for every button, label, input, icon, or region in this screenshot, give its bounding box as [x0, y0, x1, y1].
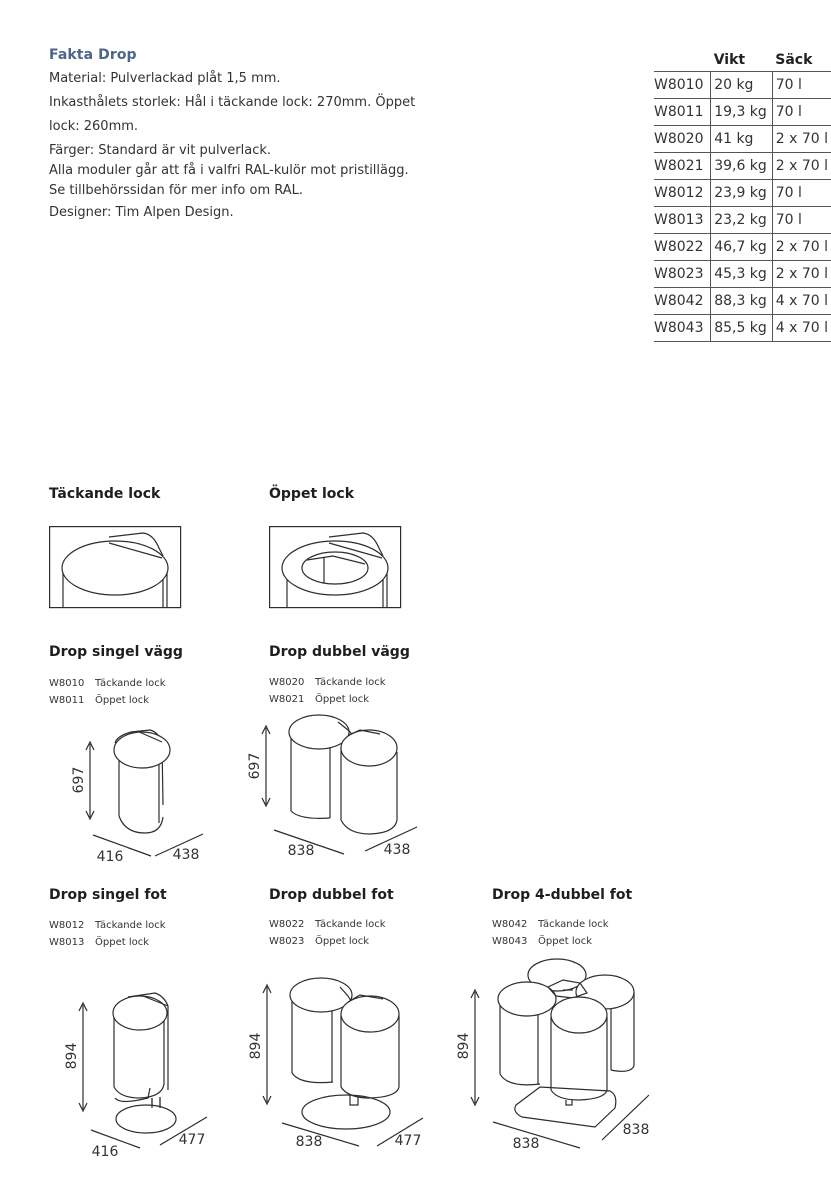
height-label: 894	[64, 1042, 80, 1070]
variant-lid: Täckande lock	[95, 678, 166, 689]
bag-cell: 4 x 70 l	[772, 315, 831, 342]
depth-dimension	[155, 834, 203, 863]
weight-cell: 41 kg	[711, 126, 773, 153]
facts-line-hole-size: Inkasthålets storlek: Hål i täckande lock: 270mm. Öppet	[49, 95, 416, 110]
spec-table-row	[654, 72, 831, 99]
facts-line-colors: Färger: Standard är vit pulverlack.	[49, 143, 272, 158]
weight-cell: 20 kg	[711, 72, 773, 99]
weight-cell: 46,7 kg	[711, 234, 773, 261]
single-wall-variants	[49, 675, 166, 709]
width-label: 838	[287, 843, 315, 859]
width-label: 838	[512, 1136, 540, 1152]
width-label: 416	[91, 1144, 119, 1160]
spec-table-row	[654, 234, 831, 261]
bag-cell: 70 l	[772, 99, 831, 126]
variant-code: W8042	[492, 919, 528, 930]
weight-cell: 85,5 kg	[711, 315, 773, 342]
width-dimension	[274, 830, 344, 859]
facts-line-material: Material: Pulverlackad plåt 1,5 mm.	[49, 71, 281, 86]
spec-table-row	[654, 315, 831, 342]
facts-line-designer: Designer: Tim Alpen Design.	[49, 205, 234, 220]
spec-table-row	[654, 153, 831, 180]
double-foot-title: Drop dubbel fot	[269, 887, 394, 903]
spec-table-header	[654, 50, 831, 72]
variant-lid: Öppet lock	[315, 694, 370, 705]
bag-cell: 2 x 70 l	[772, 261, 831, 288]
weight-cell: 39,6 kg	[711, 153, 773, 180]
weight-cell: 23,9 kg	[711, 180, 773, 207]
variant-row	[49, 675, 166, 692]
bag-cell: 70 l	[772, 207, 831, 234]
height-label: 894	[456, 1032, 472, 1060]
variant-code: W8022	[269, 919, 305, 930]
depth-dimension	[365, 827, 417, 858]
bag-cell: 2 x 70 l	[772, 153, 831, 180]
model-code-cell: W8012	[654, 180, 711, 207]
height-dimension	[64, 1003, 87, 1111]
weight-cell: 88,3 kg	[711, 288, 773, 315]
single-foot-drawing	[40, 980, 240, 1160]
height-dimension	[248, 985, 271, 1104]
header-bag: Säck	[775, 52, 813, 68]
variant-code: W8013	[49, 937, 85, 948]
model-code-cell: W8042	[654, 288, 711, 315]
double-wall-title: Drop dubbel vägg	[269, 644, 410, 660]
variant-lid: Täckande lock	[315, 919, 386, 930]
variant-row	[269, 916, 386, 933]
covered-lid-illustration	[49, 526, 182, 609]
width-label: 416	[96, 849, 124, 865]
single-foot-variants	[49, 917, 166, 951]
variant-lid: Öppet lock	[95, 695, 150, 706]
variant-code: W8021	[269, 694, 305, 705]
depth-label: 438	[172, 847, 200, 863]
variant-code: W8043	[492, 936, 528, 947]
variant-code: W8011	[49, 695, 85, 706]
variant-lid: Täckande lock	[538, 919, 609, 930]
quad-foot-title: Drop 4-dubbel fot	[492, 887, 633, 903]
covered-lid-title: Täckande lock	[49, 486, 161, 502]
spec-table-row	[654, 261, 831, 288]
variant-lid: Öppet lock	[538, 936, 593, 947]
height-label: 697	[71, 766, 87, 794]
variant-code: W8020	[269, 677, 305, 688]
model-code-cell: W8011	[654, 99, 711, 126]
bag-cell: 4 x 70 l	[772, 288, 831, 315]
spec-table-row	[654, 207, 831, 234]
double-foot-drawing	[245, 960, 445, 1160]
double-wall-drawing	[240, 700, 440, 870]
model-code-cell: W8020	[654, 126, 711, 153]
variant-code: W8012	[49, 920, 85, 931]
height-label: 894	[248, 1032, 264, 1060]
header-weight: Vikt	[713, 52, 746, 68]
facts-line-accessories: Se tillbehörssidan för mer info om RAL.	[49, 183, 304, 198]
height-dimension	[247, 726, 270, 806]
depth-label: 438	[383, 842, 411, 858]
bag-cell: 2 x 70 l	[772, 234, 831, 261]
variant-row	[49, 917, 166, 934]
single-wall-title: Drop singel vägg	[49, 644, 183, 660]
depth-label: 477	[178, 1132, 206, 1148]
facts-title: Fakta Drop	[49, 47, 137, 63]
open-lid-title: Öppet lock	[269, 486, 355, 502]
width-dimension	[493, 1122, 580, 1152]
spec-table-row	[654, 180, 831, 207]
facts-line-ral: Alla moduler går att få i valfri RAL-kulör mot pristillägg.	[49, 163, 409, 178]
bag-cell: 70 l	[772, 72, 831, 99]
quad-foot-drawing	[450, 950, 670, 1160]
model-code-cell: W8043	[654, 315, 711, 342]
single-wall-drawing	[55, 720, 225, 870]
variant-lid: Täckande lock	[95, 920, 166, 931]
spec-table-row	[654, 126, 831, 153]
variant-lid: Täckande lock	[315, 677, 386, 688]
variant-code: W8023	[269, 936, 305, 947]
depth-dimension	[377, 1118, 423, 1149]
depth-label: 477	[394, 1133, 422, 1149]
variant-row	[492, 933, 609, 950]
double-foot-variants	[269, 916, 386, 950]
spec-table-row	[654, 288, 831, 315]
variant-lid: Öppet lock	[95, 937, 150, 948]
variant-row	[269, 933, 386, 950]
variant-row	[49, 934, 166, 951]
model-code-cell: W8013	[654, 207, 711, 234]
spec-table-row	[654, 99, 831, 126]
weight-cell: 19,3 kg	[711, 99, 773, 126]
variant-row	[49, 692, 166, 709]
facts-section	[49, 47, 429, 225]
width-label: 838	[295, 1134, 323, 1150]
width-dimension	[91, 1130, 140, 1160]
depth-label: 838	[622, 1122, 650, 1138]
facts-line-hole-size-cont: lock: 260mm.	[49, 119, 139, 134]
header-model	[654, 50, 711, 72]
height-label: 697	[247, 752, 263, 780]
spec-table	[654, 50, 831, 342]
variant-row	[269, 674, 386, 691]
model-code-cell: W8021	[654, 153, 711, 180]
weight-cell: 45,3 kg	[711, 261, 773, 288]
variant-lid: Öppet lock	[315, 936, 370, 947]
variant-code: W8010	[49, 678, 85, 689]
model-code-cell: W8022	[654, 234, 711, 261]
height-dimension	[71, 742, 94, 819]
model-code-cell: W8023	[654, 261, 711, 288]
bag-cell: 70 l	[772, 180, 831, 207]
quad-foot-variants	[492, 916, 609, 950]
height-dimension	[456, 990, 479, 1105]
single-foot-title: Drop singel fot	[49, 887, 167, 903]
weight-cell: 23,2 kg	[711, 207, 773, 234]
variant-row	[492, 916, 609, 933]
bag-cell: 2 x 70 l	[772, 126, 831, 153]
width-dimension	[93, 835, 151, 865]
model-code-cell: W8010	[654, 72, 711, 99]
open-lid-illustration	[269, 526, 402, 609]
